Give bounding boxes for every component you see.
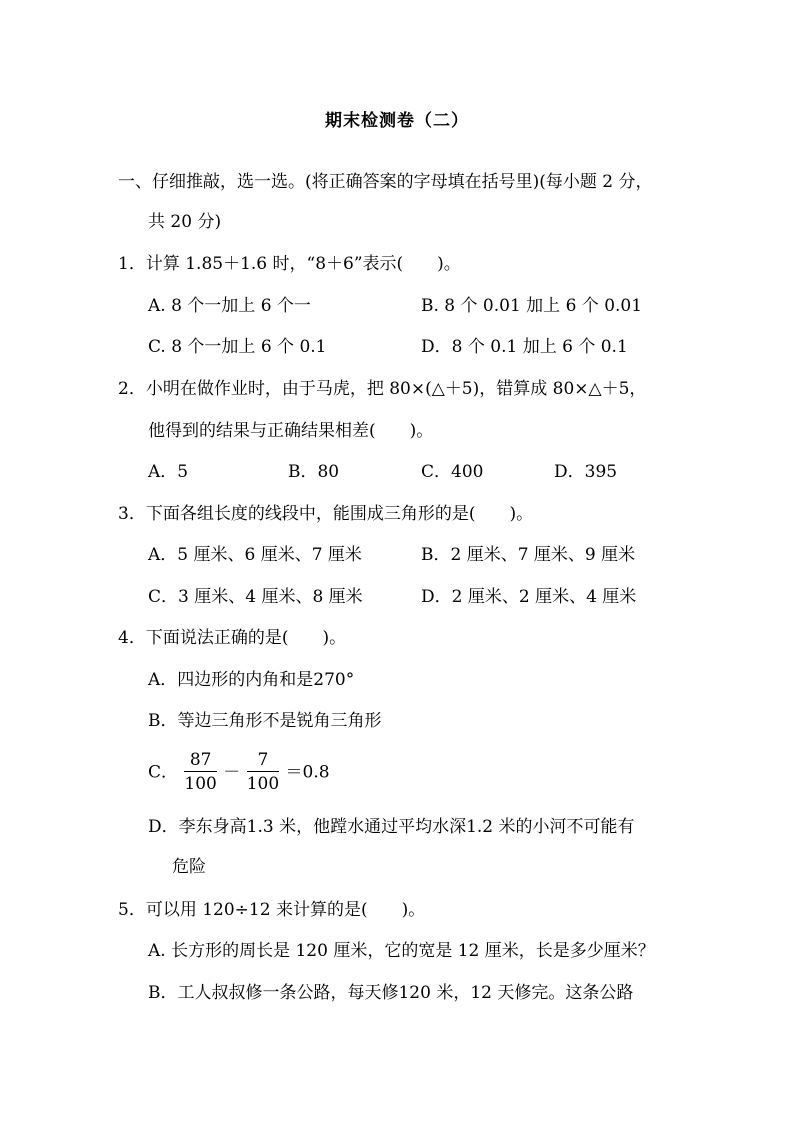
- fraction-numerator: 87: [184, 749, 216, 772]
- question-4-option-d: D．李东身高1.3 米，他蹚水通过平均水深1.2 米的小河不可能有: [148, 817, 635, 837]
- question-5-option-b: B．工人叔叔修一条公路，每天修120 米，12 天修完。这条公路: [148, 983, 634, 1003]
- equation-result: ＝0.8: [285, 762, 330, 783]
- question-1-option-b: B. 8 个 0.01 加上 6 个 0.01: [421, 296, 643, 316]
- question-4-option-a: A．四边形的内角和是270°: [148, 670, 355, 690]
- question-3-option-a: A．5 厘米、6 厘米、7 厘米: [148, 545, 362, 565]
- section-heading: 一、仔细推敲，选一选。(将正确答案的字母填在括号里)(每小题 2 分，: [118, 172, 653, 192]
- fraction-87-100: [184, 749, 216, 796]
- question-4-option-c: [148, 749, 330, 796]
- question-2-option-c: C．400: [421, 462, 484, 482]
- option-c-label: C．: [148, 762, 179, 783]
- question-3-option-c: C．3 厘米、4 厘米、8 厘米: [148, 587, 363, 607]
- question-4-stem: 4．下面说法正确的是( )。: [118, 628, 347, 648]
- minus-sign: －: [223, 762, 241, 783]
- question-5-option-a: A. 长方形的周长是 120 厘米，它的宽是 12 厘米，长是多少厘米？: [148, 941, 655, 961]
- fraction-denominator: 100: [246, 774, 280, 794]
- question-3-stem: 3．下面各组长度的线段中，能围成三角形的是( )。: [118, 504, 534, 524]
- question-2-option-b: B．80: [288, 462, 340, 482]
- question-2-stem-cont: 他得到的结果与正确结果相差( )。: [148, 421, 434, 441]
- fraction-numerator: 7: [247, 749, 279, 772]
- question-1-stem: 1．计算 1.85＋1.6 时，“8＋6”表示( )。: [118, 254, 461, 274]
- question-4-option-b: B．等边三角形不是锐角三角形: [148, 711, 382, 731]
- question-1-option-c: C. 8 个一加上 6 个 0.1: [148, 337, 327, 357]
- question-1-option-a: A. 8 个一加上 6 个一: [148, 296, 311, 316]
- fraction-7-100: [247, 749, 279, 796]
- question-2-option-a: A．5: [148, 462, 189, 482]
- question-3-option-d: D．2 厘米、2 厘米、4 厘米: [421, 587, 637, 607]
- question-1-option-d: D．8 个 0.1 加上 6 个 0.1: [421, 337, 628, 357]
- fraction-denominator: 100: [184, 774, 217, 794]
- question-2-option-d: D．395: [554, 462, 618, 482]
- question-4-option-d-cont: 危险: [172, 857, 206, 877]
- question-5-stem: 5．可以用 120÷12 来计算的是( )。: [118, 900, 426, 920]
- page-title: 期末检测卷（二）: [325, 111, 469, 131]
- section-heading-cont: 共 20 分): [148, 212, 222, 232]
- question-3-option-b: B．2 厘米、7 厘米、9 厘米: [421, 545, 636, 565]
- question-2-stem: 2．小明在做作业时，由于马虎，把 80×(△＋5)，错算成 80×△＋5，: [118, 379, 647, 399]
